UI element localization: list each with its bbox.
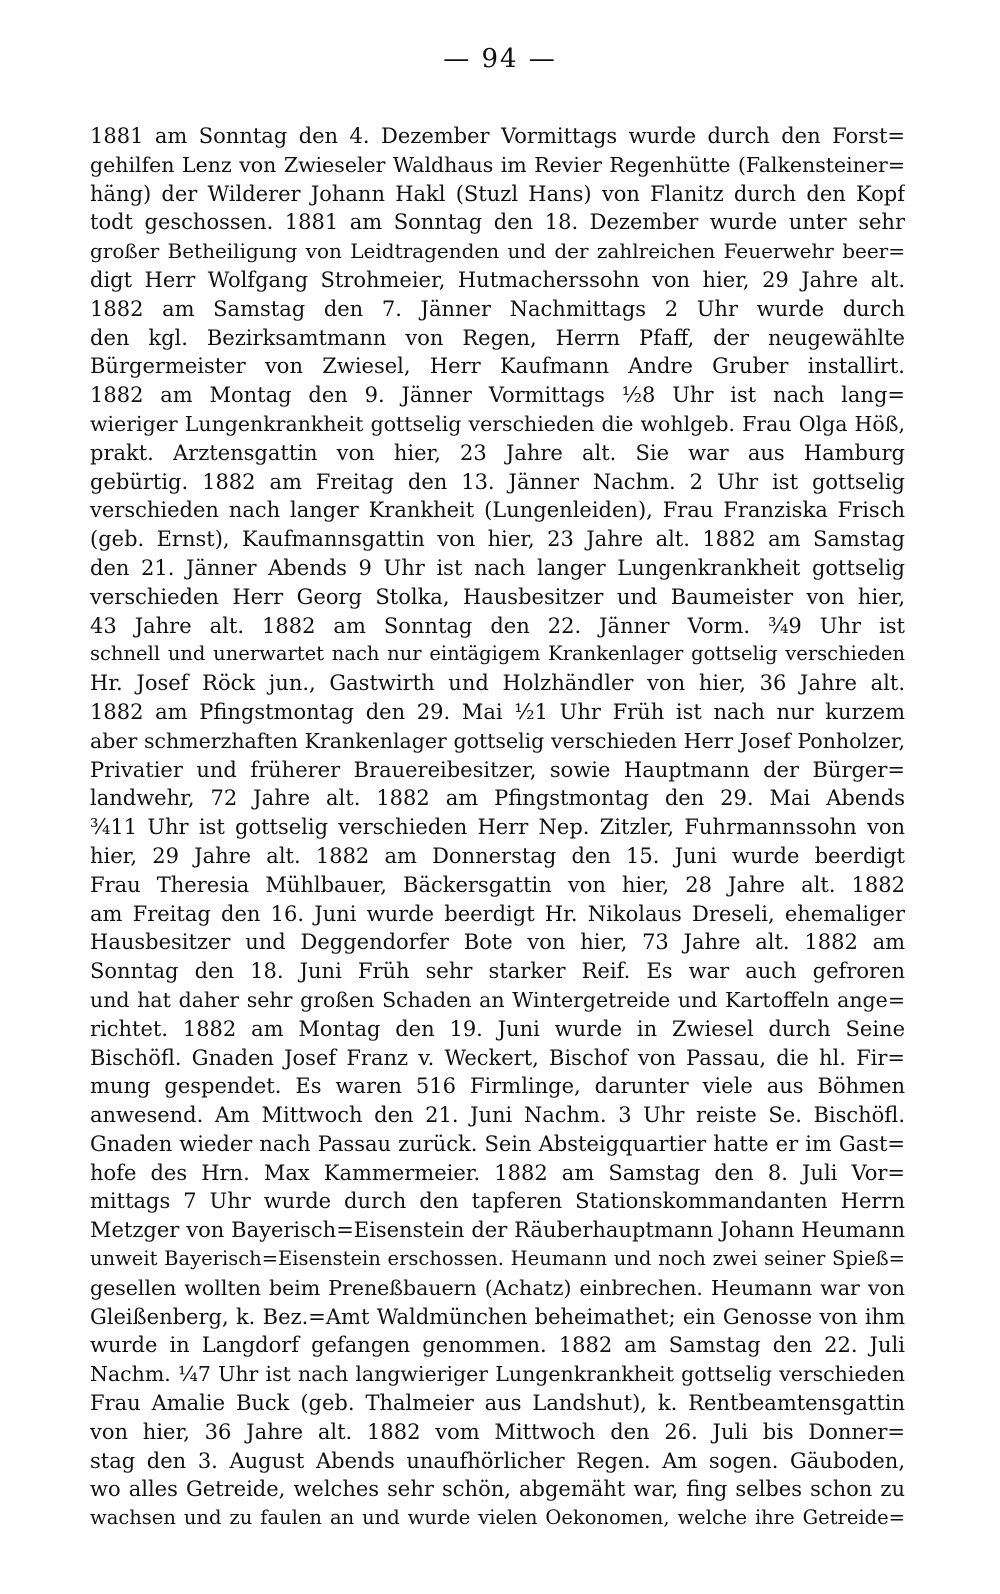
text-line: großer Betheiligung von Leidtragenden und der zahlreichen Feuerwehr beer= <box>90 239 905 264</box>
text-line: (geb. Ernst), Kaufmannsgattin von hier, 23 Jahre alt. 1882 am Samstag <box>90 527 905 552</box>
text-line: verschieden Herr Georg Stolka, Hausbesitzer und Baumeister von hier, <box>90 584 905 609</box>
text-line: Hausbesitzer und Deggendorfer Bote von hier, 73 Jahre alt. 1882 am <box>90 930 905 955</box>
text-line: richtet. 1882 am Montag den 19. Juni wurde in Zwiesel durch Seine <box>90 1016 905 1041</box>
text-line: wurde in Langdorf gefangen genommen. 1882 am Samstag den 22. Juli <box>90 1333 905 1358</box>
text-line: 1881 am Sonntag den 4. Dezember Vormittags wurde durch den Forst= <box>90 124 905 148</box>
text-line: von hier, 36 Jahre alt. 1882 vom Mittwoch den 26. Juli bis Donner= <box>90 1419 905 1444</box>
text-line: Metzger von Bayerisch=Eisenstein der Räuberhauptmann Johann Heumann <box>90 1218 905 1243</box>
text-line: wo alles Getreide, welches sehr schön, abgemäht war, fing selbes schon zu <box>90 1477 905 1502</box>
text-line: verschieden nach langer Krankheit (Lungenleiden), Frau Franziska Frisch <box>90 498 905 523</box>
text-line: 1882 am Pfingstmontag den 29. Mai ½1 Uhr Früh ist nach nur kurzem <box>90 699 905 724</box>
text-line: hier, 29 Jahre alt. 1882 am Donnerstag den 15. Juni wurde beerdigt <box>90 843 905 868</box>
text-line: mittags 7 Uhr wurde durch den tapferen Stationskommandanten Herrn <box>90 1189 905 1214</box>
text-line: landwehr, 72 Jahre alt. 1882 am Pfingstmontag den 29. Mai Abends <box>90 786 905 811</box>
text-line: todt geschossen. 1881 am Sonntag den 18. Dezember wurde unter sehr <box>90 210 905 235</box>
text-line: den kgl. Bezirksamtmann von Regen, Herrn Pfaff, der neugewählte <box>90 325 905 350</box>
text-line: Bürgermeister von Zwiesel, Herr Kaufmann Andre Gruber installirt. <box>90 354 905 379</box>
text-line: gesellen wollten beim Preneßbauern (Achatz) einbrechen. Heumann war von <box>90 1275 905 1300</box>
text-line: digt Herr Wolfgang Strohmeier, Hutmacherssohn von hier, 29 Jahre alt. <box>90 267 905 292</box>
text-line: unweit Bayerisch=Eisenstein erschossen. Heumann und noch zwei seiner Spieß= <box>90 1247 905 1271</box>
text-line: aber schmerzhaften Krankenlager gottselig verschieden Herr Josef Ponholzer, <box>90 728 905 753</box>
text-line: ¾11 Uhr ist gottselig verschieden Herr Nep. Zitzler, Fuhrmannssohn von <box>90 815 905 840</box>
text-line: stag den 3. August Abends unaufhörlicher Regen. Am sogen. Gäuboden, <box>90 1448 905 1473</box>
text-line: schnell und unerwartet nach nur eintägigem Krankenlager gottselig verschieden <box>90 642 905 666</box>
text-line: Sonntag den 18. Juni Früh sehr starker Reif. Es war auch gefroren <box>90 959 905 984</box>
text-line: den 21. Jänner Abends 9 Uhr ist nach langer Lungenkrankheit gottselig <box>90 555 905 580</box>
text-line: Frau Theresia Mühlbauer, Bäckersgattin von hier, 28 Jahre alt. 1882 <box>90 872 905 897</box>
text-line: mung gespendet. Es waren 516 Firmlinge, darunter viele aus Böhmen <box>90 1074 905 1099</box>
text-line: hofe des Hrn. Max Kammermeier. 1882 am Samstag den 8. Juli Vor= <box>90 1160 905 1185</box>
text-line: Bischöfl. Gnaden Josef Franz v. Weckert, Bischof von Passau, die hl. Fir= <box>90 1045 905 1070</box>
text-line: 43 Jahre alt. 1882 am Sonntag den 22. Jänner Vorm. ¾9 Uhr ist <box>90 613 905 638</box>
text-line: häng) der Wilderer Johann Hakl (Stuzl Hans) von Flanitz durch den Kopf <box>90 181 905 206</box>
text-line: gebürtig. 1882 am Freitag den 13. Jänner Nachm. 2 Uhr ist gottselig <box>90 469 905 494</box>
text-line: Nachm. ¼7 Uhr ist nach langwieriger Lungenkrankheit gottselig verschieden <box>90 1362 905 1387</box>
text-line: prakt. Arztensgattin von hier, 23 Jahre alt. Sie war aus Hamburg <box>90 440 905 465</box>
body-text <box>90 122 905 1533</box>
text-line: Gnaden wieder nach Passau zurück. Sein Absteigquartier hatte er im Gast= <box>90 1131 905 1156</box>
text-line: am Freitag den 16. Juni wurde beerdigt Hr. Nikolaus Dreseli, ehemaliger <box>90 901 905 926</box>
text-line: 1882 am Montag den 9. Jänner Vormittags ½8 Uhr ist nach lang= <box>90 383 905 408</box>
text-line: wachsen und zu faulen an und wurde vielen Oekonomen, welche ihre Getreide= <box>90 1506 905 1530</box>
text-line: 1882 am Samstag den 7. Jänner Nachmittags 2 Uhr wurde durch <box>90 296 905 321</box>
text-line: Frau Amalie Buck (geb. Thalmeier aus Landshut), k. Rentbeamtensgattin <box>90 1391 905 1416</box>
text-line: gehilfen Lenz von Zwieseler Waldhaus im Revier Regenhütte (Falkensteiner= <box>90 152 905 177</box>
page-number-header: — 94 — <box>443 44 557 74</box>
text-line: und hat daher sehr großen Schaden an Wintergetreide und Kartoffeln ange= <box>90 987 905 1012</box>
text-line: Privatier und früherer Brauereibesitzer, sowie Hauptmann der Bürger= <box>90 757 905 782</box>
text-line: Hr. Josef Röck jun., Gastwirth und Holzhändler von hier, 36 Jahre alt. <box>90 671 905 696</box>
text-line: Gleißenberg, k. Bez.=Amt Waldmünchen beheimathet; ein Genosse von ihm <box>90 1304 905 1329</box>
text-line: wieriger Lungenkrankheit gottselig verschieden die wohlgeb. Frau Olga Höß, <box>90 411 905 436</box>
text-line: anwesend. Am Mittwoch den 21. Juni Nachm. 3 Uhr reiste Se. Bischöfl. <box>90 1103 905 1128</box>
